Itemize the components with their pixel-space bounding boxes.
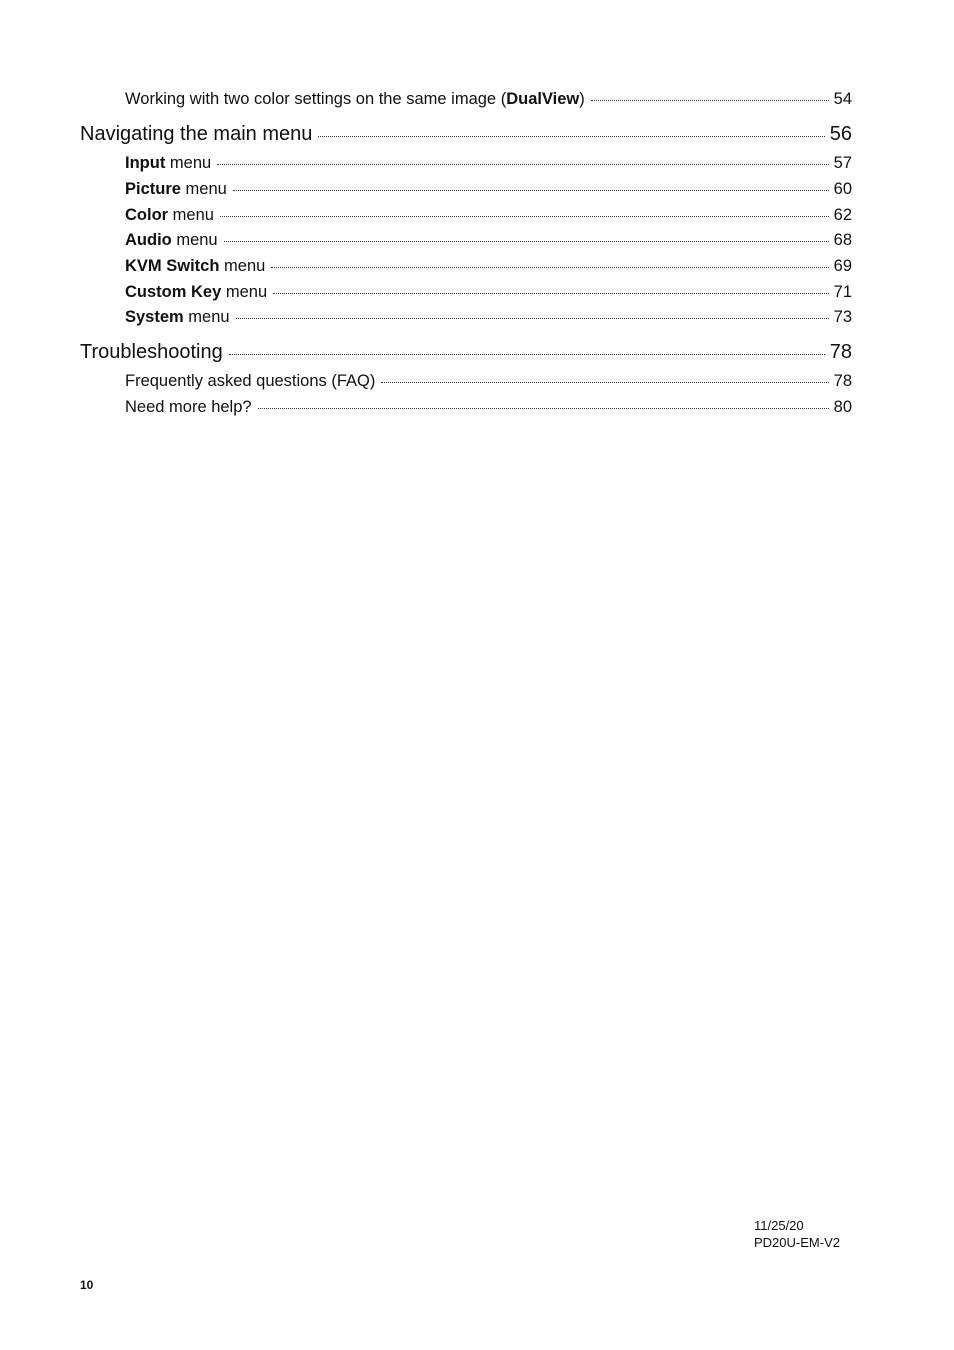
toc-section-title: Navigating the main menu	[80, 123, 313, 145]
toc-section-title: Troubleshooting	[80, 341, 223, 363]
footer-date: 11/25/20	[754, 1218, 804, 1233]
toc-page-number: 71	[833, 282, 852, 301]
toc-entry-color-menu[interactable]	[125, 202, 852, 224]
toc-page-number: 57	[833, 153, 852, 172]
toc-page-number: 69	[833, 256, 852, 275]
toc-page-number: 78	[829, 341, 852, 363]
dot-leader	[220, 199, 829, 217]
dot-leader	[217, 147, 828, 165]
toc-page-number: 80	[833, 397, 852, 416]
dot-leader	[233, 173, 829, 191]
toc-entry-dualview[interactable]	[125, 86, 852, 108]
toc-page-number: 60	[833, 179, 852, 198]
toc-entry-picture-menu[interactable]	[125, 176, 852, 198]
dot-leader	[224, 224, 829, 242]
toc-entry-system-menu[interactable]	[125, 304, 852, 326]
dot-leader	[258, 391, 829, 409]
toc-page-number: 54	[833, 89, 852, 108]
dot-leader	[229, 334, 825, 355]
toc-entry-need-more-help[interactable]	[125, 394, 852, 416]
dot-leader	[236, 301, 829, 319]
dot-leader	[318, 116, 824, 137]
toc-entry-custom-key-menu[interactable]	[125, 279, 852, 301]
toc-page-number: 78	[833, 371, 852, 390]
toc-entry-kvm-switch-menu[interactable]	[125, 253, 852, 275]
dot-leader	[381, 365, 828, 383]
toc-entry-input-menu[interactable]	[125, 150, 852, 172]
toc-entry-title: System menu	[125, 307, 230, 326]
toc-page-number: 56	[829, 123, 852, 145]
toc-section-navigating[interactable]	[80, 119, 852, 145]
page-number: 10	[80, 1278, 94, 1292]
dot-leader	[273, 276, 829, 294]
toc-entry-title: Audio menu	[125, 230, 218, 249]
toc-entry-title: Custom Key menu	[125, 282, 268, 301]
toc-entry-title: Color menu	[125, 205, 214, 224]
toc-page-number: 62	[833, 205, 852, 224]
toc-entry-title: Input menu	[125, 153, 212, 172]
toc-entry-title: KVM Switch menu	[125, 256, 266, 275]
toc-entry-title: Picture menu	[125, 179, 227, 198]
toc-entry-title: Frequently asked questions (FAQ)	[125, 371, 376, 390]
toc-section-troubleshooting[interactable]	[80, 337, 852, 363]
dot-leader	[591, 83, 829, 101]
toc-page-number: 73	[833, 307, 852, 326]
dot-leader	[271, 250, 828, 268]
footer-document-code: PD20U-EM-V2	[754, 1235, 840, 1250]
toc-entry-title: Working with two color settings on the same image (DualView)	[125, 89, 585, 108]
toc-entry-audio-menu[interactable]	[125, 227, 852, 249]
toc-entry-title: Need more help?	[125, 397, 252, 416]
toc-entry-faq[interactable]	[125, 368, 852, 390]
toc-page-number: 68	[833, 230, 852, 249]
